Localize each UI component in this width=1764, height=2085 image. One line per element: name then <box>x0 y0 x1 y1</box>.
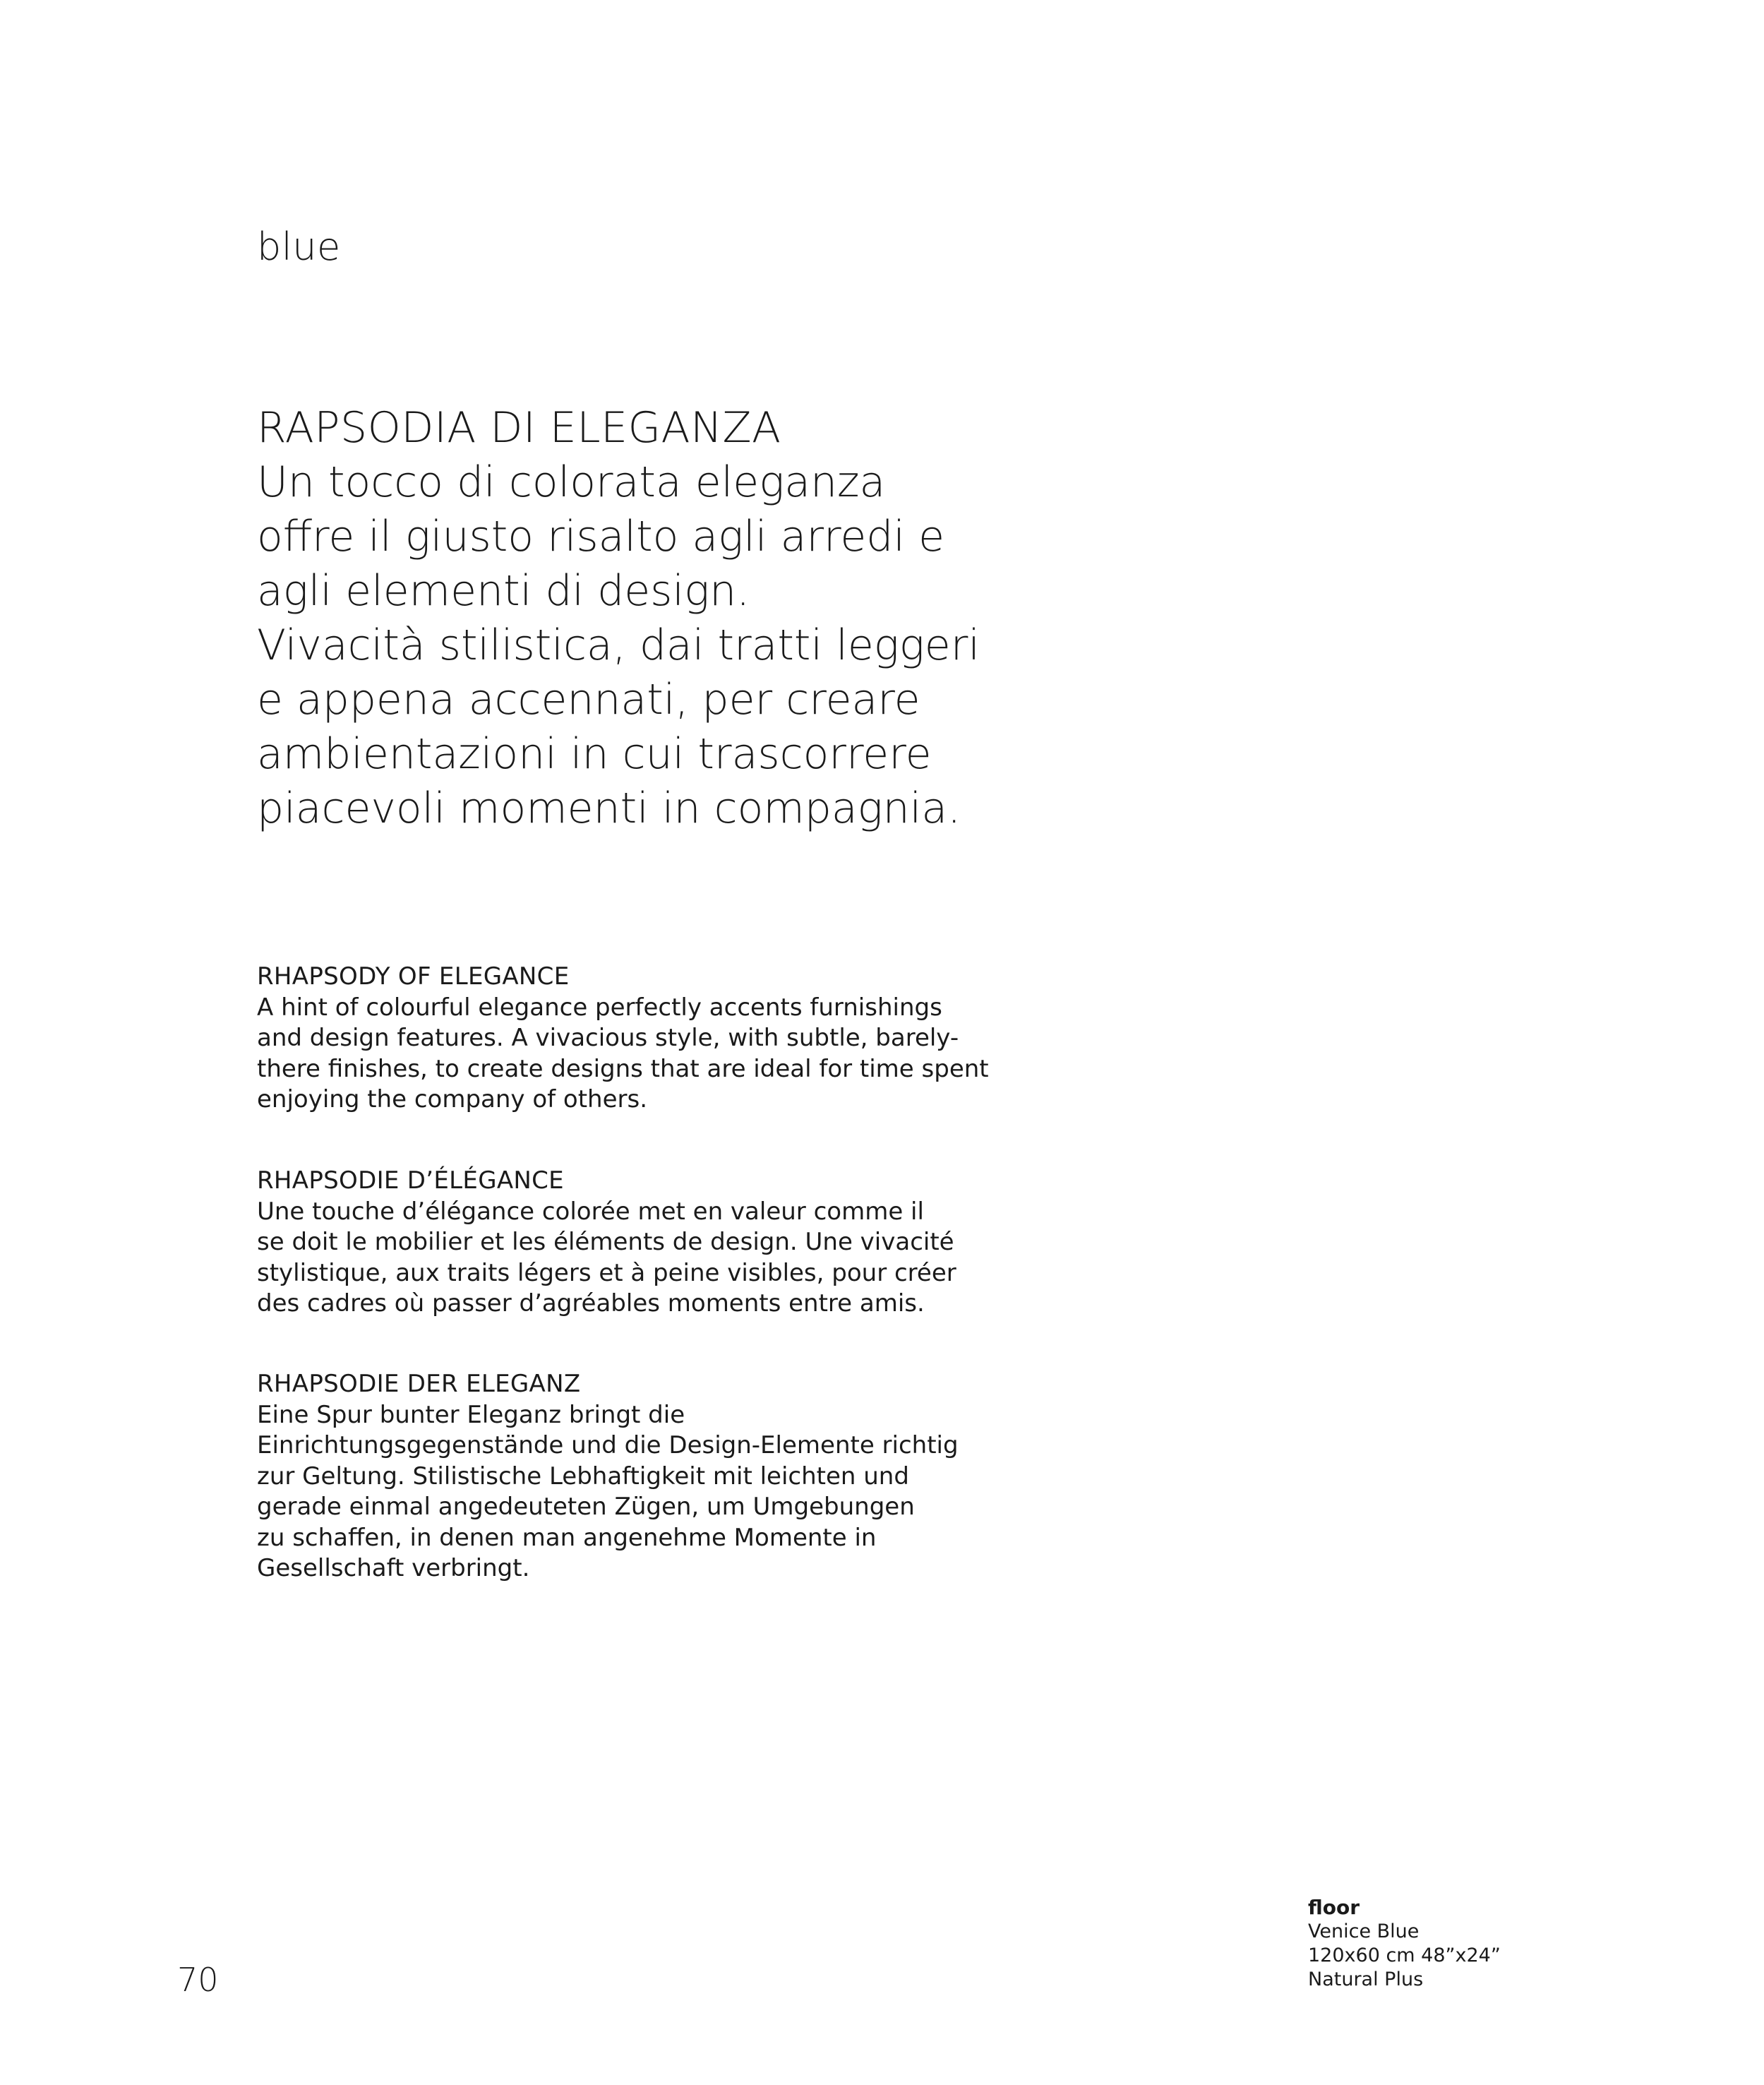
translation-line: Einrichtungsgegenstände und die Design-Elemente richtig <box>257 1431 959 1459</box>
intro-line: agli elementi di design. <box>257 566 750 616</box>
intro-line: piacevoli momenti in compagnia. <box>257 784 961 833</box>
caption-product-name: Venice Blue <box>1308 1920 1420 1942</box>
caption-heading: floor <box>1308 1896 1360 1919</box>
translation-line: A hint of colourful elegance perfectly accents furnishings <box>257 993 942 1022</box>
intro-line: offre il giusto risalto agli arredi e <box>257 512 945 561</box>
translation-title: RHAPSODIE D’ÉLÉGANCE <box>257 1166 564 1195</box>
caption-finish: Natural Plus <box>1308 1968 1424 1990</box>
page-number: 70 <box>177 1961 219 1999</box>
translation-line: zur Geltung. Stilistische Lebhaftigkeit mit leichten und <box>257 1462 909 1490</box>
intro-line: e appena accennati, per creare <box>257 675 920 724</box>
section-label: blue <box>257 225 341 269</box>
intro-line: Vivacità stilistica, dai tratti leggeri <box>257 621 980 670</box>
translation-line: Eine Spur bunter Eleganz bringt die <box>257 1400 685 1429</box>
intro-line: Un tocco di colorata eleganza <box>257 458 886 507</box>
caption-size: 120x60 cm 48”x24” <box>1308 1944 1501 1966</box>
translation-line: gerade einmal angedeuteten Zügen, um Umgebungen <box>257 1493 915 1521</box>
translation-line: se doit le mobilier et les éléments de design. Une vivacité <box>257 1228 954 1256</box>
translation-title: RHAPSODY OF ELEGANCE <box>257 962 570 991</box>
translation-line: des cadres où passer d’agréables moments entre amis. <box>257 1289 925 1318</box>
translation-line: Gesellschaft verbringt. <box>257 1554 530 1582</box>
translation-line: zu schaffen, in denen man angenehme Momente in <box>257 1523 877 1552</box>
intro-title: RAPSODIA DI ELEGANZA <box>257 403 781 453</box>
translation-line: stylistique, aux traits légers et à peine visibles, pour créer <box>257 1258 956 1287</box>
translation-title: RHAPSODIE DER ELEGANZ <box>257 1370 581 1398</box>
translation-french <box>257 1166 963 1320</box>
product-caption <box>1308 1896 1590 1992</box>
translation-line: there finishes, to create designs that are ideal for time spent <box>257 1054 989 1083</box>
intro-line: ambientazioni in cui trascorrere <box>257 729 932 779</box>
translation-line: enjoying the company of others. <box>257 1085 648 1113</box>
translation-german <box>257 1369 963 1584</box>
translation-english <box>257 962 989 1116</box>
intro-block-italian <box>257 401 980 836</box>
translation-line: Une touche d’élégance colorée met en valeur comme il <box>257 1197 924 1226</box>
translation-line: and design features. A vivacious style, with subtle, barely- <box>257 1024 959 1052</box>
